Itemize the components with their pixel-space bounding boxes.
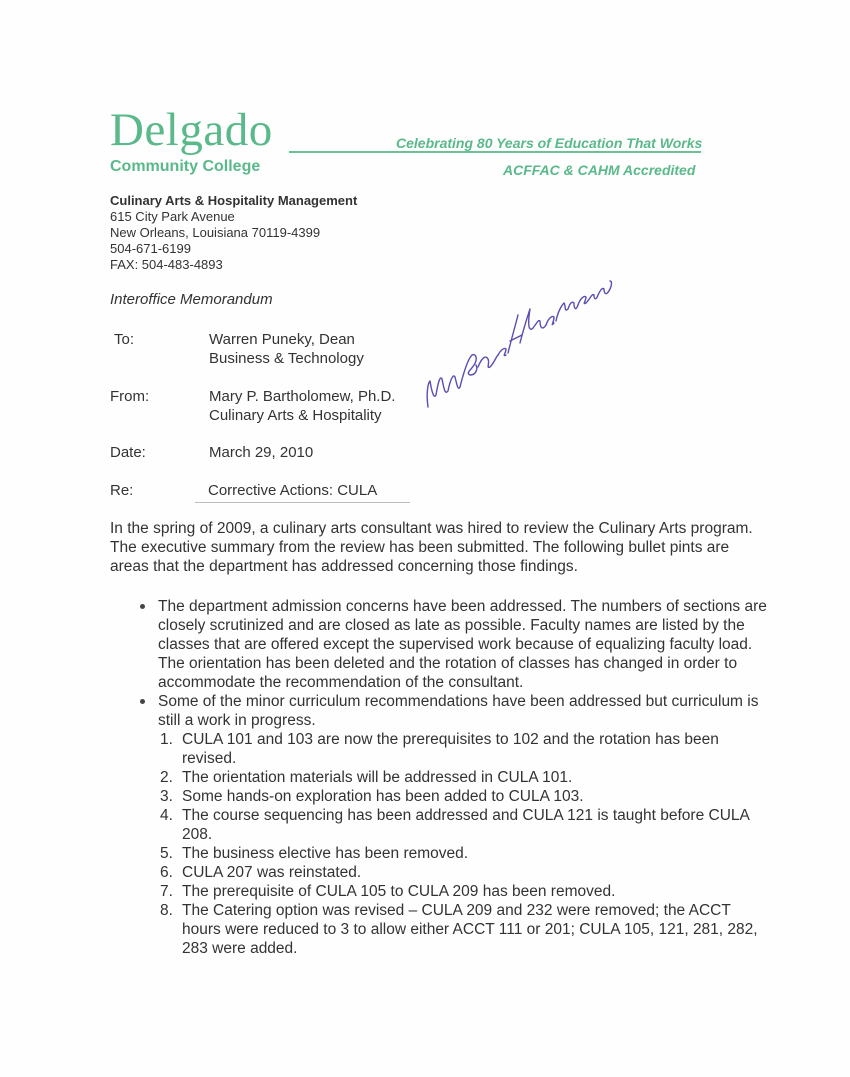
item-number: 1.	[160, 731, 173, 748]
numbered-item	[158, 882, 770, 901]
to-label: To:	[114, 331, 135, 348]
item-text: The course sequencing has been addressed and CULA 121 is taught before CULA 208.	[182, 807, 749, 843]
tagline: Celebrating 80 Years of Education That Works	[396, 135, 703, 151]
from-label: From:	[110, 388, 150, 405]
memo-title: Interoffice Memorandum	[110, 291, 273, 308]
numbered-item	[158, 863, 770, 882]
item-text: The prerequisite of CULA 105 to CULA 209 has been removed.	[182, 883, 616, 900]
date-value: March 29, 2010	[209, 444, 314, 461]
item-number: 5.	[160, 845, 173, 862]
item-number: 2.	[160, 769, 173, 786]
numbered-item	[158, 730, 770, 768]
numbered-item	[158, 844, 770, 863]
numbered-item	[158, 806, 770, 844]
bullet-item	[110, 692, 770, 958]
bullet-text: Some of the minor curriculum recommendations have been addressed but curriculum is still a work in progress.	[158, 693, 759, 729]
bullet-text: The department admission concerns have been addressed. The numbers of sections are closely scrutinized and are closed as late as possible. Faculty names are listed by the classes that are offered except the supervised work because of equalizing faculty load. The orientation has been deleted and the rotation of classes has changed in order to accommodate the recommendation of the consultant.	[158, 598, 767, 691]
department-name: Culinary Arts & Hospitality Management	[110, 193, 358, 208]
item-number: 4.	[160, 807, 173, 824]
header-rule	[289, 151, 701, 153]
numbered-item	[158, 901, 770, 958]
bullet-item	[110, 597, 770, 692]
item-text: CULA 207 was reinstated.	[182, 864, 362, 881]
city-state-zip: New Orleans, Louisiana 70119-4399	[110, 225, 321, 240]
date-label: Date:	[110, 444, 146, 461]
college-logo-name: Delgado	[110, 104, 273, 156]
item-text: The Catering option was revised – CULA 209 and 232 were removed; the ACCT hours were reduced to 3 to allow either ACCT 111 or 201; CULA 105, 121, 281, 282, 283 were added.	[182, 902, 758, 957]
from-sender: Mary P. Bartholomew, Ph.D.	[209, 388, 396, 405]
numbered-item	[158, 787, 770, 806]
item-text: Some hands-on exploration has been added to CULA 103.	[182, 788, 584, 805]
bullet-icon	[140, 699, 145, 704]
item-number: 3.	[160, 788, 173, 805]
from-department: Culinary Arts & Hospitality	[209, 407, 382, 424]
signature-icon	[420, 275, 620, 415]
college-logo-subtitle: Community College	[110, 158, 261, 175]
to-recipient: Warren Puneky, Dean	[209, 331, 355, 348]
numbered-list	[158, 730, 770, 958]
phone-number: 504-671-6199	[110, 241, 191, 256]
re-subject: Corrective Actions: CULA	[208, 482, 378, 499]
bullet-list	[110, 597, 770, 958]
to-department: Business & Technology	[209, 350, 364, 367]
intro-paragraph: In the spring of 2009, a culinary arts consultant was hired to review the Culinary Arts program. The executive summary from the review has been submitted. The following bullet pints are areas that the department has addressed concerning those findings.	[110, 520, 753, 575]
item-text: The orientation materials will be addressed in CULA 101.	[182, 769, 573, 786]
re-label: Re:	[110, 482, 134, 499]
item-number: 8.	[160, 902, 173, 919]
street-address: 615 City Park Avenue	[110, 209, 235, 224]
item-number: 7.	[160, 883, 173, 900]
re-underline	[195, 502, 410, 503]
item-text: CULA 101 and 103 are now the prerequisites to 102 and the rotation has been revised.	[182, 731, 719, 767]
accreditation: ACFFAC & CAHM Accredited	[503, 162, 696, 178]
numbered-item	[158, 768, 770, 787]
item-number: 6.	[160, 864, 173, 881]
item-text: The business elective has been removed.	[182, 845, 469, 862]
fax-number: FAX: 504-483-4893	[110, 257, 223, 272]
address-block	[110, 193, 357, 273]
bullet-icon	[140, 604, 145, 609]
